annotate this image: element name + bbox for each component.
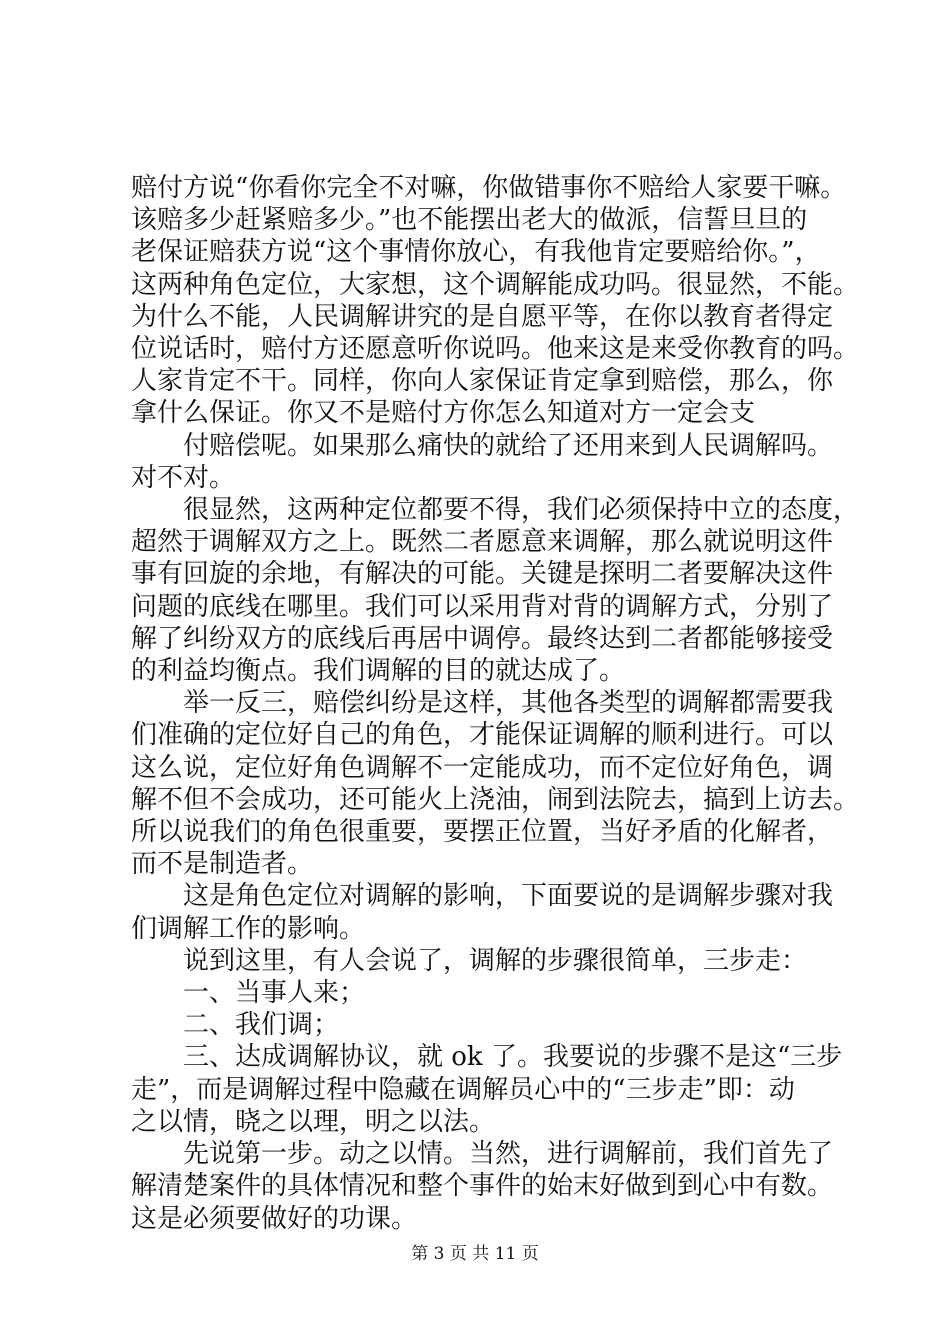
text-line: 们准确的定位好自己的角色，才能保证调解的顺利进行。可以 xyxy=(131,720,834,751)
text-line: 的利益均衡点。我们调解的目的就达成了。 xyxy=(131,656,626,687)
text-line: 一、当事人来； xyxy=(183,978,366,1009)
text-line: 解了纠纷双方的底线后再居中调停。最终达到二者都能够接受 xyxy=(131,623,834,654)
text-line: 赔付方说“你看你完全不对嘛，你做错事你不赔给人家要干嘛。 xyxy=(131,173,847,203)
text-line: 三、达成调解协议，就 ok 了。我要说的步骤不是这“三步 xyxy=(183,1042,843,1073)
text-line: 二、我们调； xyxy=(183,1010,340,1041)
text-line: 先说第一步。动之以情。当然，进行调解前，我们首先了 xyxy=(183,1139,834,1170)
document-body xyxy=(131,172,860,1235)
text-line: 对不对。 xyxy=(131,462,236,493)
text-line: 很显然，这两种定位都要不得，我们必须保持中立的态度， xyxy=(183,495,860,526)
text-line: 走”，而是调解过程中隐藏在调解员心中的“三步走”即：动 xyxy=(131,1074,795,1105)
text-line: 说到这里，有人会说了，调解的步骤很简单，三步走： xyxy=(183,945,808,976)
text-line: 解不但不会成功，还可能火上浇油，闹到法院去，搞到上访去。 xyxy=(131,784,860,815)
text-line: 超然于调解双方之上。既然二者愿意来调解，那么就说明这件 xyxy=(131,527,834,558)
text-line: 这么说，定位好角色调解不一定能成功，而不定位好角色，调 xyxy=(131,752,834,783)
text-line: 举一反三，赔偿纠纷是这样，其他各类型的调解都需要我 xyxy=(183,688,834,719)
text-line: 之以情，晓之以理，明之以法。 xyxy=(131,1106,496,1137)
text-line: 老保证赔获方说“这个事情你放心，有我他肯定要赔给你。”， xyxy=(131,237,821,268)
text-line: 为什么不能，人民调解讲究的是自愿平等，在你以教育者得定 xyxy=(131,301,834,332)
text-line: 该赔多少赶紧赔多少。”也不能摆出老大的做派，信誓旦旦的 xyxy=(131,205,808,236)
text-line: 位说话时，赔付方还愿意听你说吗。他来这是来受你教育的吗。 xyxy=(131,334,860,365)
text-line: 拿什么保证。你又不是赔付方你怎么知道对方一定会支 xyxy=(131,398,756,429)
text-line: 这是必须要做好的功课。 xyxy=(131,1203,418,1234)
page-footer: 第 3 页 共 11 页 xyxy=(411,1244,539,1264)
text-line: 人家肯定不干。同样，你向人家保证肯定拿到赔偿，那么，你 xyxy=(131,366,834,397)
text-line: 这两种角色定位，大家想，这个调解能成功吗。很显然，不能。 xyxy=(131,269,860,300)
text-line: 问题的底线在哪里。我们可以采用背对背的调解方式，分别了 xyxy=(131,591,834,622)
text-line: 解清楚案件的具体情况和整个事件的始末好做到到心中有数。 xyxy=(131,1171,834,1202)
text-line: 而不是制造者。 xyxy=(131,849,314,880)
text-line: 付赔偿呢。如果那么痛快的就给了还用来到人民调解吗。 xyxy=(183,430,834,461)
text-line: 这是角色定位对调解的影响，下面要说的是调解步骤对我 xyxy=(183,881,834,912)
text-line: 所以说我们的角色很重要，要摆正位置，当好矛盾的化解者， xyxy=(131,817,834,848)
text-line: 事有回旋的余地，有解决的可能。关键是探明二者要解决这件 xyxy=(131,559,834,590)
text-line: 们调解工作的影响。 xyxy=(131,913,366,944)
